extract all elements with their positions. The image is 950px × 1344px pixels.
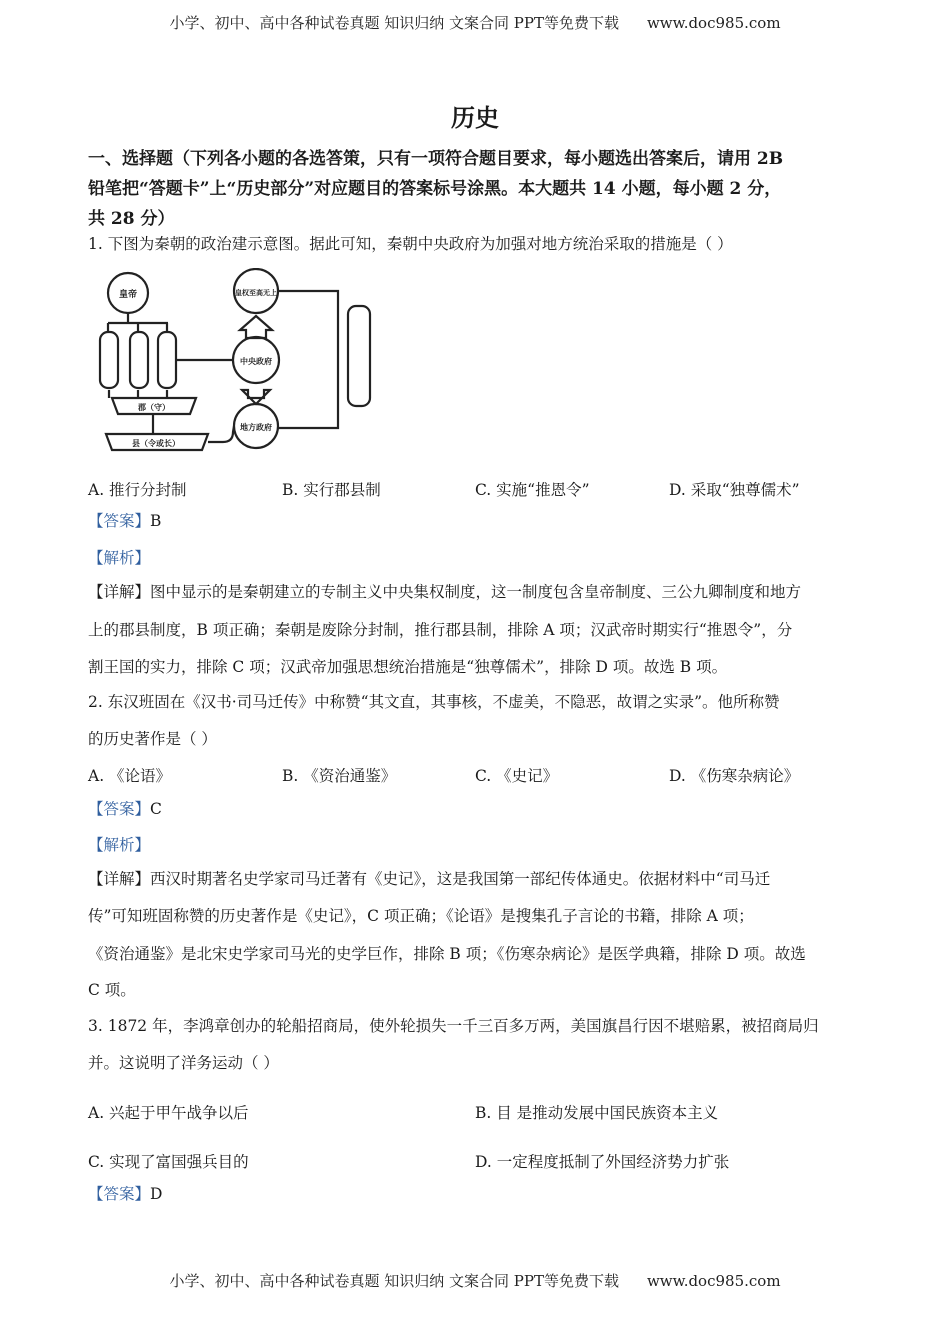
q2-detail-line-3: 《资治通鉴》是北宋史学家司马光的史学巨作，排除 B 项；《伤寒杂病论》是医学典籍，排除 D 项。故选 bbox=[88, 945, 806, 963]
detail-text: 西汉时期著名史学家司马迁著有《史记》，这是我国第一部纪传体通史。依据材料中“司马迁 bbox=[150, 870, 771, 888]
q2-option-c[interactable]: C. 《史记》 bbox=[475, 767, 559, 785]
q1-answer bbox=[88, 503, 868, 540]
header-text: 小学、初中、高中各种试卷真题 知识归纳 文案合同 PPT等免费下载 bbox=[169, 14, 619, 32]
answer-value: D bbox=[150, 1185, 163, 1203]
diagram-node-taiwei bbox=[130, 332, 148, 388]
section-heading bbox=[88, 144, 868, 234]
q2-analysis bbox=[88, 827, 868, 864]
section-line-2: 铅笔把“答题卡”上“历史部分”对应题目的答案标号涂黑。本大题共 14 小题，每小题 2 分， bbox=[88, 179, 782, 199]
header-url[interactable]: www.doc985.com bbox=[646, 14, 781, 32]
q1-option-b[interactable]: B. 实行郡县制 bbox=[282, 481, 381, 499]
answer-tag: 【答案】 bbox=[88, 1185, 151, 1203]
q2-detail-line-4: C 项。 bbox=[88, 981, 136, 999]
q1-option-d[interactable]: D. 采取“独尊儒术” bbox=[669, 481, 800, 499]
q3-stem-line-2: 并。这说明了洋务运动（ ） bbox=[88, 1054, 279, 1072]
diagram-label-supreme: 皇权至高无上 bbox=[235, 289, 277, 297]
answer-tag: 【答案】 bbox=[88, 800, 151, 818]
section-line-1: 一、选择题（下列各小题的各选答策，只有一项符合题目要求，每小题选出答案后，请用 2B bbox=[88, 149, 784, 169]
section-line-3: 共 28 分） bbox=[88, 209, 175, 229]
q2-option-b[interactable]: B. 《资治通鉴》 bbox=[282, 767, 397, 785]
diagram-node-autocracy bbox=[348, 306, 370, 406]
answer-value: C bbox=[150, 800, 162, 818]
q3-option-c[interactable]: C. 实现了富国强兵目的 bbox=[88, 1153, 249, 1171]
q2-detail-line-2: 传”可知班固称赞的历史著作是《史记》，C 项正确；《论语》是搜集孔子言论的书籍，排除 A 项； bbox=[88, 907, 754, 925]
analysis-tag: 【解析】 bbox=[88, 836, 151, 854]
q1-detail-line-3: 割王国的实力，排除 C 项；汉武帝加强思想统治措施是“独尊儒术”，排除 D 项。故选 B 项。 bbox=[88, 658, 728, 676]
q2-stem-line-2: 的历史著作是（ ） bbox=[88, 730, 217, 748]
diagram-label-local: 地方政府 bbox=[240, 423, 272, 432]
diagram-label-emperor: 皇帝 bbox=[118, 290, 138, 300]
diagram-label-jun: 郡（守） bbox=[138, 403, 170, 412]
diagram-node-chancellor bbox=[100, 332, 118, 388]
detail-tag: 【详解】 bbox=[88, 583, 151, 601]
q1-detail-line-2: 上的郡县制度，B 项正确；秦朝是废除分封制，推行郡县制，排除 A 项；汉武帝时期实行“推恩令”，分 bbox=[88, 621, 793, 639]
q2-answer bbox=[88, 791, 868, 828]
q1-stem: 1. 下图为秦朝的政治建示意图。据此可知，秦朝中央政府为加强对地方统治采取的措施是（ ） bbox=[88, 235, 733, 253]
footer-url[interactable]: www.doc985.com bbox=[646, 1272, 781, 1290]
q3-answer bbox=[88, 1176, 868, 1213]
q1-option-c[interactable]: C. 实施“推恩令” bbox=[475, 481, 590, 499]
analysis-tag: 【解析】 bbox=[88, 549, 151, 567]
q3-option-a[interactable]: A. 兴起于甲午战争以后 bbox=[88, 1104, 249, 1122]
answer-tag: 【答案】 bbox=[88, 512, 151, 530]
detail-text: 图中显示的是秦朝建立的专制主义中央集权制度，这一制度包含皇帝制度、三公九卿制度和地方 bbox=[150, 583, 802, 601]
q2-detail-line-1 bbox=[88, 861, 868, 898]
q1-analysis bbox=[88, 540, 868, 577]
detail-tag: 【详解】 bbox=[88, 870, 151, 888]
q3-option-d[interactable]: D. 一定程度抵制了外国经济势力扩张 bbox=[475, 1153, 730, 1171]
answer-value: B bbox=[150, 512, 162, 530]
diagram-label-central: 中央政府 bbox=[240, 357, 272, 366]
q3-stem-line-1: 3. 1872 年，李鸿章创办的轮船招商局，使外轮损失一千三百多万两，美国旗昌行因不堪赔累，被招商局归 bbox=[88, 1017, 819, 1035]
q1-option-a[interactable]: A. 推行分封制 bbox=[88, 481, 187, 499]
page-footer bbox=[0, 1270, 950, 1291]
page-header bbox=[0, 12, 950, 33]
diagram-label-xian: 县（令或长） bbox=[132, 439, 180, 448]
q1-detail-line-1 bbox=[88, 574, 868, 611]
q2-option-a[interactable]: A. 《论语》 bbox=[88, 767, 172, 785]
footer-text: 小学、初中、高中各种试卷真题 知识归纳 文案合同 PPT等免费下载 bbox=[169, 1272, 619, 1290]
diagram-node-yushi bbox=[158, 332, 176, 388]
q3-option-b[interactable]: B. 目 是推动发展中国民族资本主义 bbox=[475, 1104, 719, 1122]
q2-stem-line-1: 2. 东汉班固在《汉书·司马迁传》中称赞“其文直，其事核，不虚美，不隐恶，故谓之实录”。他所称赞 bbox=[88, 693, 780, 711]
page-title: 历史 bbox=[451, 103, 499, 132]
q2-option-d[interactable]: D. 《伤寒杂病论》 bbox=[669, 767, 800, 785]
qin-political-diagram bbox=[98, 268, 388, 458]
